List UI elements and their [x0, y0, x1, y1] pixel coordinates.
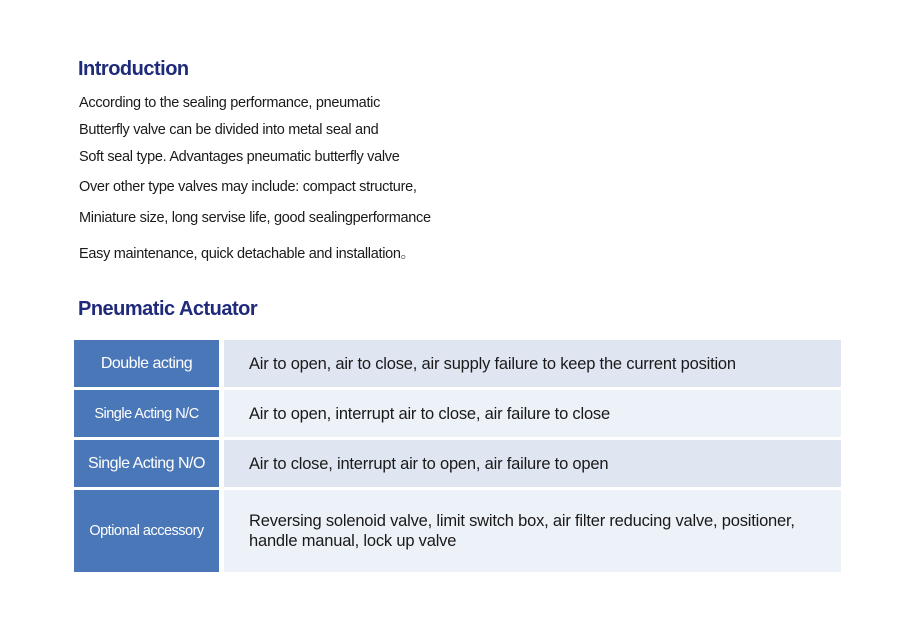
table-row — [74, 440, 841, 487]
table-row — [74, 490, 841, 572]
introduction-heading: Introduction — [78, 58, 189, 80]
intro-line: Over other type valves may include: compact structure, — [79, 179, 417, 195]
intro-line: Soft seal type. Advantages pneumatic butterfly valve — [79, 149, 400, 165]
intro-line: Miniature size, long servise life, good sealingperformance — [79, 210, 431, 226]
table-row — [74, 340, 841, 387]
intro-line: Easy maintenance, quick detachable and installation。 — [79, 246, 415, 262]
row-label: Single Acting N/C — [74, 390, 219, 437]
pneumatic-actuator-heading: Pneumatic Actuator — [78, 298, 258, 320]
row-description: Reversing solenoid valve, limit switch box, air filter reducing valve, positioner, handle manual, lock up valve — [224, 490, 841, 572]
intro-line: Butterfly valve can be divided into metal seal and — [79, 122, 379, 138]
row-description: Air to open, air to close, air supply failure to keep the current position — [224, 340, 841, 387]
row-label: Optional accessory — [74, 490, 219, 572]
table-row — [74, 390, 841, 437]
row-label: Single Acting N/O — [74, 440, 219, 487]
intro-line: According to the sealing performance, pneumatic — [79, 95, 381, 111]
row-label: Double acting — [74, 340, 219, 387]
row-description: Air to open, interrupt air to close, air failure to close — [224, 390, 841, 437]
row-description: Air to close, interrupt air to open, air failure to open — [224, 440, 841, 487]
